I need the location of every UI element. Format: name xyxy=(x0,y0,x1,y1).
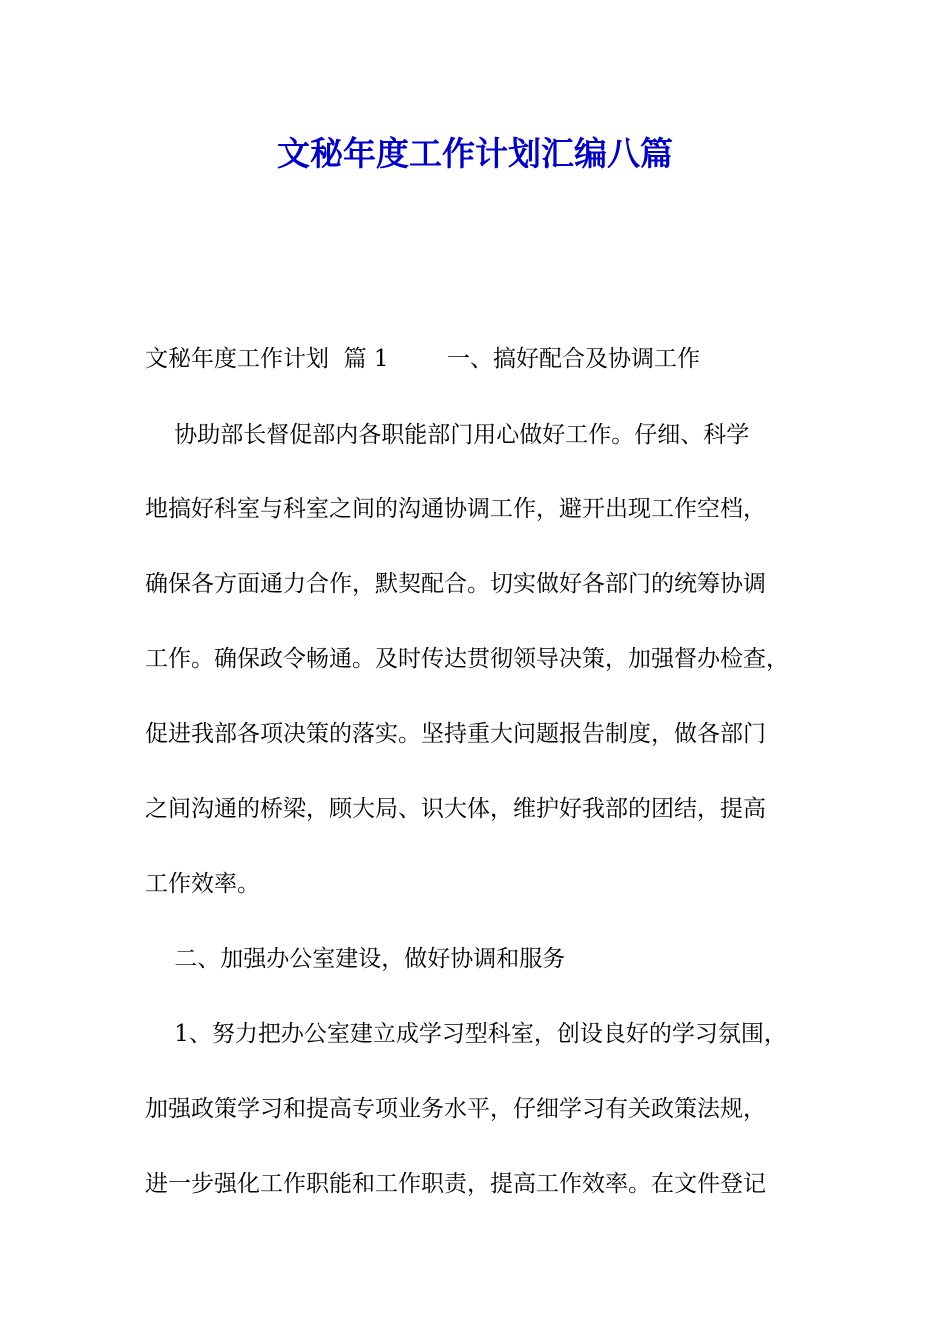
text-line: 地搞好科室与科室之间的沟通协调工作，避开出现工作空档， xyxy=(145,496,766,522)
text-line: 协助部长督促部内各职能部门用心做好工作。仔细、科学 xyxy=(145,422,750,448)
text-line: 进一步强化工作职能和工作职责，提高工作效率。在文件登记 xyxy=(145,1171,766,1197)
text-line: 二、加强办公室建设，做好协调和服务 xyxy=(145,946,566,972)
text-line: 文秘年度工作计划 篇 1 一、搞好配合及协调工作 xyxy=(145,346,701,372)
text-line: 工作效率。 xyxy=(145,871,260,897)
text-line: 加强政策学习和提高专项业务水平，仔细学习有关政策法规， xyxy=(145,1096,766,1122)
document-title: 文秘年度工作计划汇编八篇 xyxy=(277,134,673,173)
text-line: 1、努力把办公室建立成学习型科室，创设良好的学习氛围， xyxy=(145,1021,787,1047)
text-line: 之间沟通的桥梁，顾大局、识大体，维护好我部的团结，提高 xyxy=(145,796,766,822)
text-line: 确保各方面通力合作，默契配合。切实做好各部门的统筹协调 xyxy=(145,571,766,597)
text-line: 促进我部各项决策的落实。坚持重大问题报告制度，做各部门 xyxy=(145,721,766,747)
text-line: 工作。确保政令畅通。及时传达贯彻领导决策，加强督办检查， xyxy=(145,646,789,672)
